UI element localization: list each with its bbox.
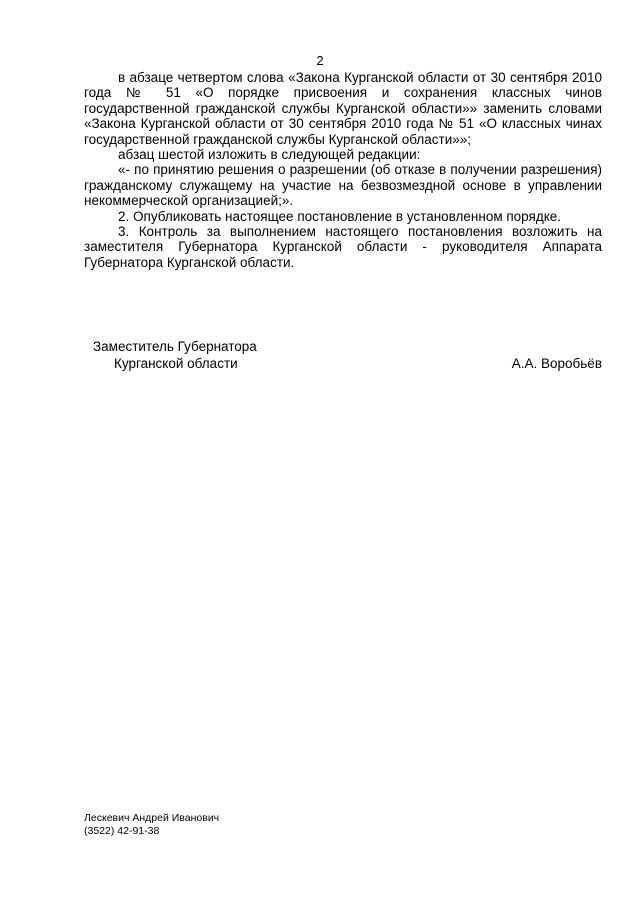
signatory-name: А.А. Воробьёв — [511, 356, 602, 371]
executor-name: Лескевич Андрей Иванович — [84, 812, 220, 824]
paragraph-sixth-text: «- по принятию решения о разрешении (об отказе в получении разрешения) гражданскому служащему на участие на безвозмездной основе в управлении некоммерческой организацией;». — [84, 162, 602, 209]
executor-block — [84, 812, 219, 837]
paragraph-sixth-intro: абзац шестой изложить в следующей редакции: — [118, 147, 421, 163]
executor-phone: (3522) 42-91-38 — [84, 824, 160, 837]
page-number: 2 — [316, 53, 324, 68]
document-body — [84, 70, 602, 270]
signatory-title-line2: Курганской области — [114, 356, 238, 371]
signatory-title-line1: Заместитель Губернатора — [93, 339, 257, 354]
paragraph-control: 3. Контроль за выполнением настоящего постановления возложить на заместителя Губернатора Курганской области - руководителя Аппарата Губернатора Курганской области. — [84, 224, 602, 270]
paragraph-publish: 2. Опубликовать настоящее постановление в установленном порядке. — [118, 208, 562, 224]
paragraph-amend-fourth: в абзаце четвертом слова «Закона Курганской области от 30 сентября 2010 года № 51 «О порядке присвоения и сохранения классных чинов государственной гражданской службы Курганской области»» заменить словами «Закона Курганской области от 30 сентября 2010 года № 51 «О классных чинах государственной гражданской службы Курганской области»»; — [84, 70, 602, 147]
